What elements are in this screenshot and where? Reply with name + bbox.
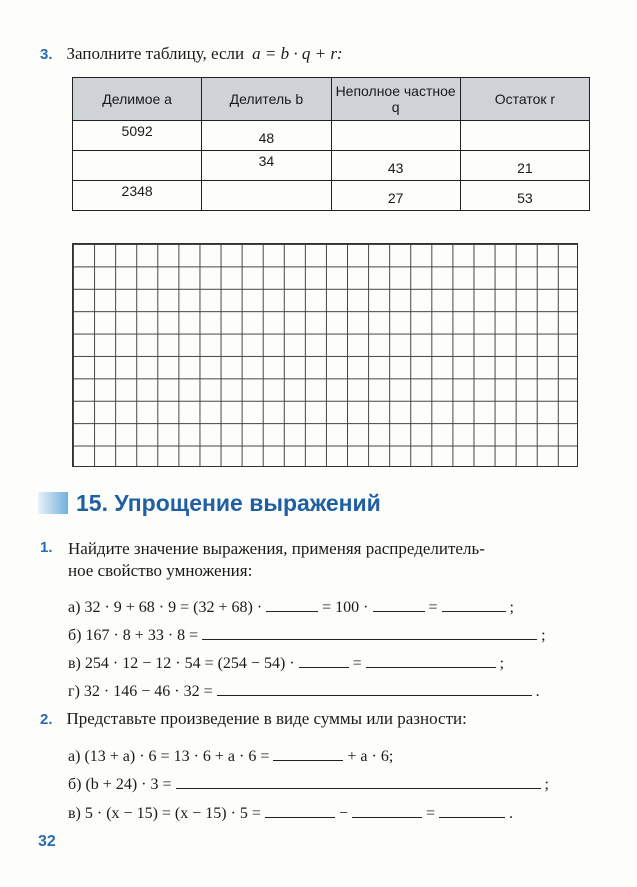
header-quotient: Неполное частное q bbox=[331, 78, 460, 121]
answer-blank[interactable] bbox=[442, 597, 506, 612]
table-cell[interactable] bbox=[202, 181, 331, 211]
task3-number: 3. bbox=[40, 46, 53, 63]
task1-item-b: б) 167 · 8 + 33 · 8 = ; bbox=[68, 627, 546, 644]
graph-paper-grid[interactable] bbox=[72, 243, 578, 467]
answer-blank[interactable] bbox=[176, 774, 541, 789]
answer-blank[interactable] bbox=[299, 653, 349, 668]
task1-item-d: г) 32 · 146 − 46 · 32 = . bbox=[68, 683, 540, 700]
task2-item-b: б) (b + 24) · 3 = ; bbox=[68, 776, 549, 793]
table-cell[interactable]: 34 bbox=[202, 151, 331, 181]
section-title: 15. Упрощение выражений bbox=[76, 490, 381, 516]
table-cell[interactable]: 48 bbox=[202, 121, 331, 151]
table-cell[interactable] bbox=[331, 121, 460, 151]
table-row bbox=[73, 181, 590, 211]
task2-number: 2. bbox=[40, 711, 53, 728]
header-divisor: Делитель b bbox=[202, 78, 331, 121]
section-marker-icon bbox=[38, 492, 68, 514]
task2-item-a: а) (13 + a) · 6 = 13 · 6 + a · 6 = + a · 6; bbox=[68, 748, 394, 765]
task1-item-a: а) 32 · 9 + 68 · 9 = (32 + 68) · = 100 · = ; bbox=[68, 599, 514, 616]
answer-blank[interactable] bbox=[217, 681, 532, 696]
task1-header bbox=[40, 539, 53, 557]
task1-item-c: в) 254 · 12 − 12 · 54 = (254 − 54) · = ; bbox=[68, 655, 505, 672]
division-table bbox=[72, 77, 590, 211]
task2-header bbox=[40, 709, 467, 729]
answer-blank[interactable] bbox=[265, 803, 335, 818]
task3-text: Заполните таблицу, если bbox=[66, 44, 245, 63]
table-row bbox=[73, 151, 590, 181]
answer-blank[interactable] bbox=[266, 597, 318, 612]
task3-header bbox=[40, 44, 343, 64]
header-remainder: Остаток r bbox=[460, 78, 589, 121]
table-cell[interactable]: 5092 bbox=[73, 121, 202, 151]
task3-formula: a = b · q + r: bbox=[252, 44, 343, 63]
answer-blank[interactable] bbox=[439, 803, 505, 818]
table-row bbox=[73, 121, 590, 151]
table-cell[interactable] bbox=[73, 151, 202, 181]
task2-item-c: в) 5 · (x − 15) = (x − 15) · 5 = − = . bbox=[68, 805, 514, 822]
table-cell[interactable]: 27 bbox=[331, 181, 460, 211]
answer-blank[interactable] bbox=[202, 625, 537, 640]
table-cell[interactable]: 53 bbox=[460, 181, 589, 211]
header-dividend: Делимое a bbox=[73, 78, 202, 121]
task1-text-line1: Найдите значение выражения, применяя распределитель- bbox=[68, 539, 485, 558]
table-header-row bbox=[73, 78, 590, 121]
task1-number: 1. bbox=[40, 539, 53, 556]
task1-text bbox=[68, 538, 485, 582]
page-number: 32 bbox=[38, 833, 56, 850]
table-cell[interactable] bbox=[460, 121, 589, 151]
table-cell[interactable]: 2348 bbox=[73, 181, 202, 211]
answer-blank[interactable] bbox=[373, 597, 425, 612]
task1-text-line2: ное свойство умножения: bbox=[68, 561, 253, 580]
answer-blank[interactable] bbox=[366, 653, 496, 668]
answer-blank[interactable] bbox=[352, 803, 422, 818]
task2-text: Представьте произведение в виде суммы или разности: bbox=[66, 709, 467, 728]
table-cell[interactable]: 43 bbox=[331, 151, 460, 181]
answer-blank[interactable] bbox=[273, 746, 343, 761]
table-cell[interactable]: 21 bbox=[460, 151, 589, 181]
